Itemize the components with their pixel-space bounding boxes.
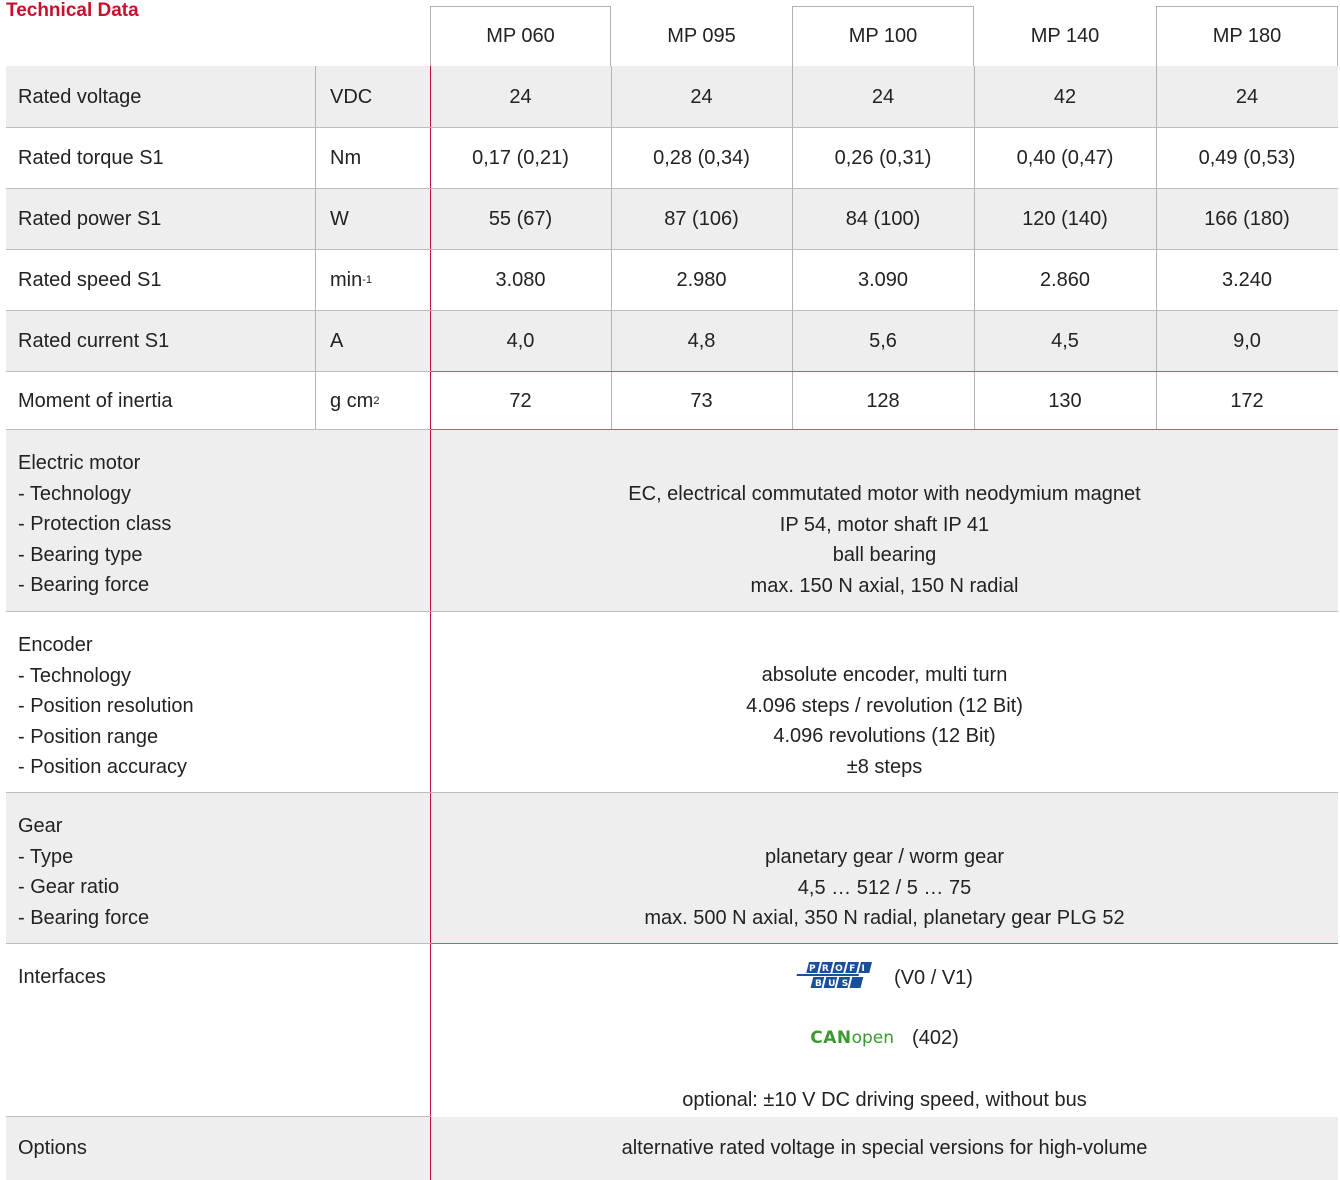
table-cell: 172 xyxy=(1230,389,1264,412)
table-cell: 128 xyxy=(866,389,900,412)
section-heading-options: Options xyxy=(18,1137,87,1159)
column-header-mp060: MP 060 xyxy=(486,24,555,47)
canopen-logo: CANopen xyxy=(810,1028,895,1048)
row-unit: Nm xyxy=(330,146,362,169)
spec-label: - Technology xyxy=(18,664,132,687)
table-cell: 87 (106) xyxy=(664,207,739,230)
spec-label: - Technology xyxy=(18,482,132,505)
table-cell: 3.090 xyxy=(857,268,909,291)
section-labels-electric-motor xyxy=(18,448,171,601)
spec-value: 4,5 … 512 / 5 … 75 xyxy=(797,876,972,899)
interface-optional-note: optional: ±10 V DC driving speed, without bus xyxy=(682,1089,1087,1111)
spec-label: - Bearing force xyxy=(18,574,150,596)
row-unit: g cm 2 xyxy=(330,389,380,412)
table-cell: 0,49 (0,53) xyxy=(1198,146,1296,169)
table-cell: 4,5 xyxy=(1051,329,1079,352)
row-unit: A xyxy=(330,329,344,352)
section-values-encoder xyxy=(431,660,1338,782)
table-cell: 2.860 xyxy=(1039,268,1091,291)
table-cell: 4,8 xyxy=(687,329,716,352)
row-label-rated-power: Rated power S1 xyxy=(18,207,162,230)
table-cell: 5,6 xyxy=(869,329,897,352)
spec-label: - Type xyxy=(18,845,74,868)
canopen-profile-note: (402) xyxy=(912,1026,959,1049)
profibus-logo xyxy=(796,958,876,998)
spec-value: ball bearing xyxy=(832,544,937,566)
spec-label: - Position range xyxy=(18,725,159,748)
table-cell: 3.240 xyxy=(1221,268,1273,291)
section-heading: Electric motor xyxy=(18,452,141,474)
row-separator xyxy=(6,611,1338,612)
spec-value: IP 54, motor shaft IP 41 xyxy=(779,513,990,536)
divider-label-unit xyxy=(315,66,316,429)
table-cell: 9,0 xyxy=(1233,329,1261,352)
table-cell: 0,17 (0,21) xyxy=(472,146,569,169)
row-label-moment-of-inertia: Moment of inertia xyxy=(18,389,173,412)
row-label-rated-torque: Rated torque S1 xyxy=(18,146,164,169)
row-unit: min -1 xyxy=(330,268,373,291)
row-unit: W xyxy=(330,207,349,230)
section-values-gear xyxy=(431,842,1338,934)
spec-label: - Position resolution xyxy=(18,695,194,717)
column-header-mp140: MP 140 xyxy=(1030,24,1100,47)
spec-value: 4.096 steps / revolution (12 Bit) xyxy=(746,694,1023,717)
section-heading-interfaces: Interfaces xyxy=(18,966,106,988)
interface-canopen xyxy=(431,1018,1338,1058)
row-label-rated-current: Rated current S1 xyxy=(18,329,170,352)
svg-text:BUS: BUS xyxy=(815,979,855,989)
spec-value: max. 500 N axial, 350 N radial, planetary gear PLG 52 xyxy=(644,907,1125,929)
spec-value: 4.096 revolutions (12 Bit) xyxy=(773,725,996,747)
spec-label: - Bearing type xyxy=(18,543,143,566)
page-title: Technical Data xyxy=(6,0,139,21)
spec-label: - Gear ratio xyxy=(18,876,120,898)
section-labels-encoder xyxy=(18,630,194,783)
spec-value: EC, electrical commutated motor with neodymium magnet xyxy=(628,483,1141,505)
svg-text:PROFI: PROFI xyxy=(809,964,872,974)
section-labels-gear xyxy=(18,811,149,933)
table-cell: 42 xyxy=(1053,85,1077,108)
spec-value: ±8 steps xyxy=(846,755,923,778)
profibus-version-note: (V0 / V1) xyxy=(894,966,973,989)
interface-profibus xyxy=(431,958,1338,998)
section-values-electric-motor xyxy=(431,479,1338,601)
table-cell: 55 (67) xyxy=(488,207,553,230)
row-unit: VDC xyxy=(330,85,373,108)
column-header-mp180: MP 180 xyxy=(1212,24,1282,47)
spec-value: max. 150 N axial, 150 N radial xyxy=(750,574,1019,597)
table-cell: 0,26 (0,31) xyxy=(834,146,932,169)
section-heading: Gear xyxy=(18,815,63,837)
table-cell: 24 xyxy=(871,85,895,108)
table-cell: 24 xyxy=(509,85,532,108)
column-header-mp095: MP 095 xyxy=(667,24,736,47)
row-separator xyxy=(6,943,431,944)
table-cell: 4,0 xyxy=(506,329,535,352)
table-cell: 166 (180) xyxy=(1204,207,1290,230)
table-cell: 72 xyxy=(509,389,532,412)
table-cell: 84 (100) xyxy=(845,207,921,230)
spec-label: - Position accuracy xyxy=(18,756,187,778)
spec-value: planetary gear / worm gear xyxy=(764,846,1004,868)
spec-label: - Bearing force xyxy=(18,906,150,929)
section-heading: Encoder xyxy=(18,634,93,656)
row-separator xyxy=(6,792,1338,793)
table-cell: 3.080 xyxy=(495,268,546,291)
table-cell: 130 xyxy=(1048,389,1082,412)
row-label-rated-speed: Rated speed S1 xyxy=(18,268,162,291)
row-separator-accent xyxy=(431,943,1338,944)
table-cell: 0,28 (0,34) xyxy=(653,146,750,169)
column-header-mp100: MP 100 xyxy=(848,24,918,47)
table-cell: 2.980 xyxy=(676,268,727,291)
table-cell: 24 xyxy=(1235,85,1259,108)
options-value: alternative rated voltage in special versions for high-volume xyxy=(621,1137,1148,1159)
table-cell: 0,40 (0,47) xyxy=(1016,146,1114,169)
spec-label: - Protection class xyxy=(18,513,172,535)
table-cell: 120 (140) xyxy=(1022,207,1108,230)
table-cell: 24 xyxy=(690,85,713,108)
spec-value: absolute encoder, multi turn xyxy=(761,664,1008,686)
table-cell: 73 xyxy=(690,389,713,412)
row-label-rated-voltage: Rated voltage xyxy=(18,85,142,108)
